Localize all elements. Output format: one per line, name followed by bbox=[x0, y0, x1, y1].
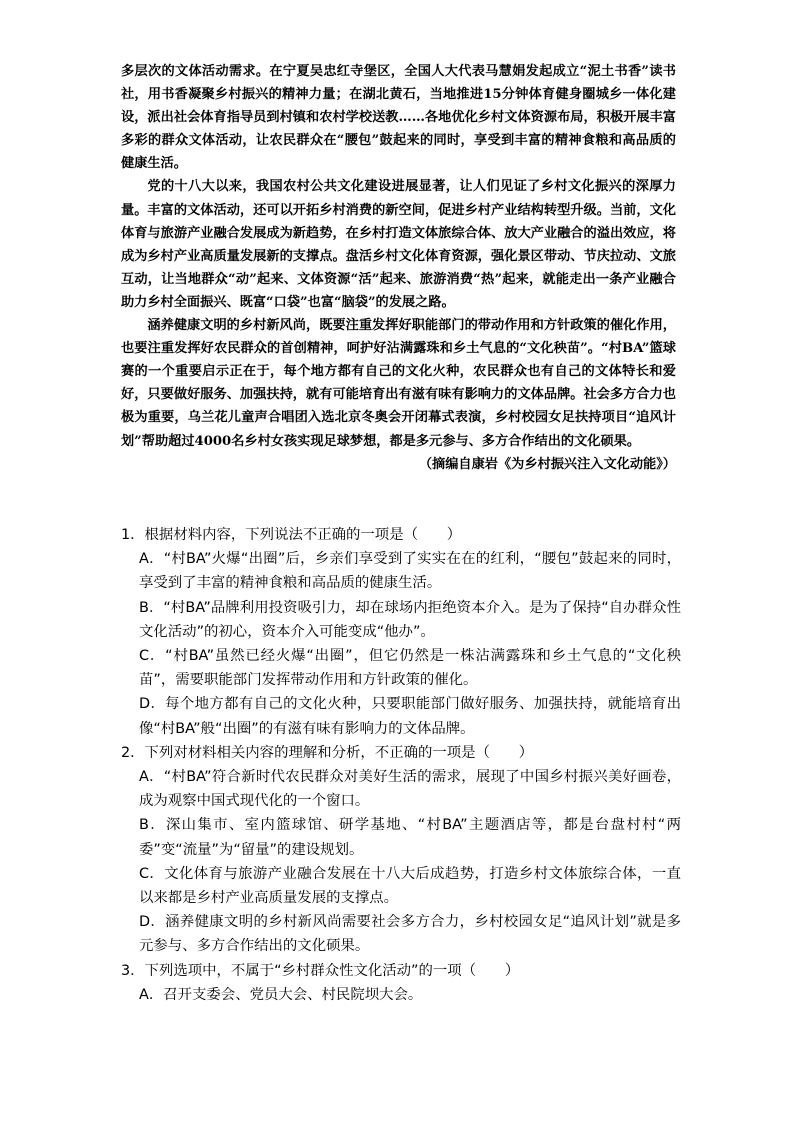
question-1-option-a: A．“村BA”火爆“出圈”后，乡亲们享受到了实实在在的红利，“腰包”鼓起来的同时，享受到了丰富的精神食粮和高品质的健康生活。 bbox=[139, 551, 681, 592]
question-1-option-d: D．每个地方都有自己的文化火种，只要职能部门做好服务、加强扶持，就能培育出像“村BA”般“出圈”的有滋有味有影响力的文体品牌。 bbox=[139, 696, 681, 737]
passage-source: （摘编自康岩《为乡村振兴注入文化动能》） bbox=[418, 456, 676, 472]
question-1 bbox=[121, 523, 681, 741]
question-2-option-c: C．文化体育与旅游产业融合发展在十八大后成趋势，打造乡村文体旅综合体，一直以来都是乡村产业高质量发展的支撑点。 bbox=[139, 865, 681, 907]
question-3-stem: 3．下列选项中，不属于“乡村群众性文化活动”的一项（ ） bbox=[121, 962, 520, 979]
question-1-option-c: C．“村BA”虽然已经火爆“出圈”，但它仍然是一株沾满露珠和乡土气息的“文化秧苗”，需要职能部门发挥带动作用和方针政策的催化。 bbox=[139, 648, 681, 689]
question-2 bbox=[121, 741, 681, 959]
question-1-stem: 1．根据材料内容，下列说法不正确的一项是（ ） bbox=[121, 527, 462, 543]
question-2-option-b: B．深山集市、室内篮球馆、研学基地、“村BA”主题酒店等，都是台盘村村“两委”变“流量”为“留量”的建设规划。 bbox=[139, 817, 681, 858]
question-2-option-d: D．涵养健康文明的乡村新风尚需要社会多方合力，乡村校园女足“追风计划”就是多元参与、多方合作结出的文化硕果。 bbox=[139, 914, 681, 955]
question-2-option-a: A．“村BA”符合新时代农民群众对美好生活的需求，展现了中国乡村振兴美好画卷，成为观察中国式现代化的一个窗口。 bbox=[139, 769, 681, 810]
question-3 bbox=[121, 959, 681, 1007]
question-list bbox=[121, 523, 681, 1007]
passage-paragraph-3: 涵养健康文明的乡村新风尚，既要注重发挥好职能部门的带动作用和方针政策的催化作用，也要注重发挥好农民群众的首创精神，呵护好沾满露珠和乡土气息的“文化秧苗”。“村BA”篮球赛的一个重要启示正在于，每个地方都有自己的文化火种，农民群众也有自己的文体特长和爱好，只要做好服务、加强扶持，就有可能培育出有滋有味有影响力的文体品牌。社会多方合力也极为重要，乌兰花儿童声合唱团入选北京冬奥会开闭幕式表演，乡村校园女足扶持项目“追风计划”帮助超过4000名乡村女孩实现足球梦想，都是多元参与、多方合作结出的文化硕果。 bbox=[121, 318, 676, 449]
question-2-stem: 2．下列对材料相关内容的理解和分析，不正确的一项是（ ） bbox=[121, 744, 534, 761]
passage-paragraph-2: 党的十八大以来，我国农村公共文化建设进展显著，让人们见证了乡村文化振兴的深厚力量。丰富的文体活动，还可以开拓乡村消费的新空间，促进乡村产业结构转型升级。当前，文化体育与旅游产业融合发展成为新趋势，在乡村打造文体旅综合体、放大产业融合的溢出效应，将成为乡村产业高质量发展新的支撑点。盘活乡村文化体育资源，强化景区带动、节庆拉动、文旅互动，让当地群众“动”起来、文体资源“活”起来、旅游消费“热”起来，就能走出一条产业融合助力乡村全面振兴、既富“口袋”也富“脑袋”的发展之路。 bbox=[121, 179, 676, 310]
passage-paragraph-1: 多层次的文体活动需求。在宁夏吴忠红寺堡区，全国人大代表马慧娟发起成立“泥土书香”读书社，用书香凝聚乡村振兴的精神力量；在湖北黄石，当地推进15分钟体育健身圈城乡一体化建设，派出社会体育指导员到村镇和农村学校送教……各地优化乡村文体资源布局，积极开展丰富多彩的群众文体活动，让农民群众在“腰包”鼓起来的同时，享受到丰富的精神食粮和高品质的健康生活。 bbox=[121, 64, 676, 172]
question-3-option-a: A．召开支委会、党员大会、村民院坝大会。 bbox=[139, 986, 423, 1003]
question-1-option-b: B．“村BA”品牌利用投资吸引力，却在球场内拒绝资本介入。是为了保持“自办群众性文化活动”的初心，资本介入可能变成“他办”。 bbox=[139, 599, 681, 640]
passage bbox=[121, 60, 676, 476]
